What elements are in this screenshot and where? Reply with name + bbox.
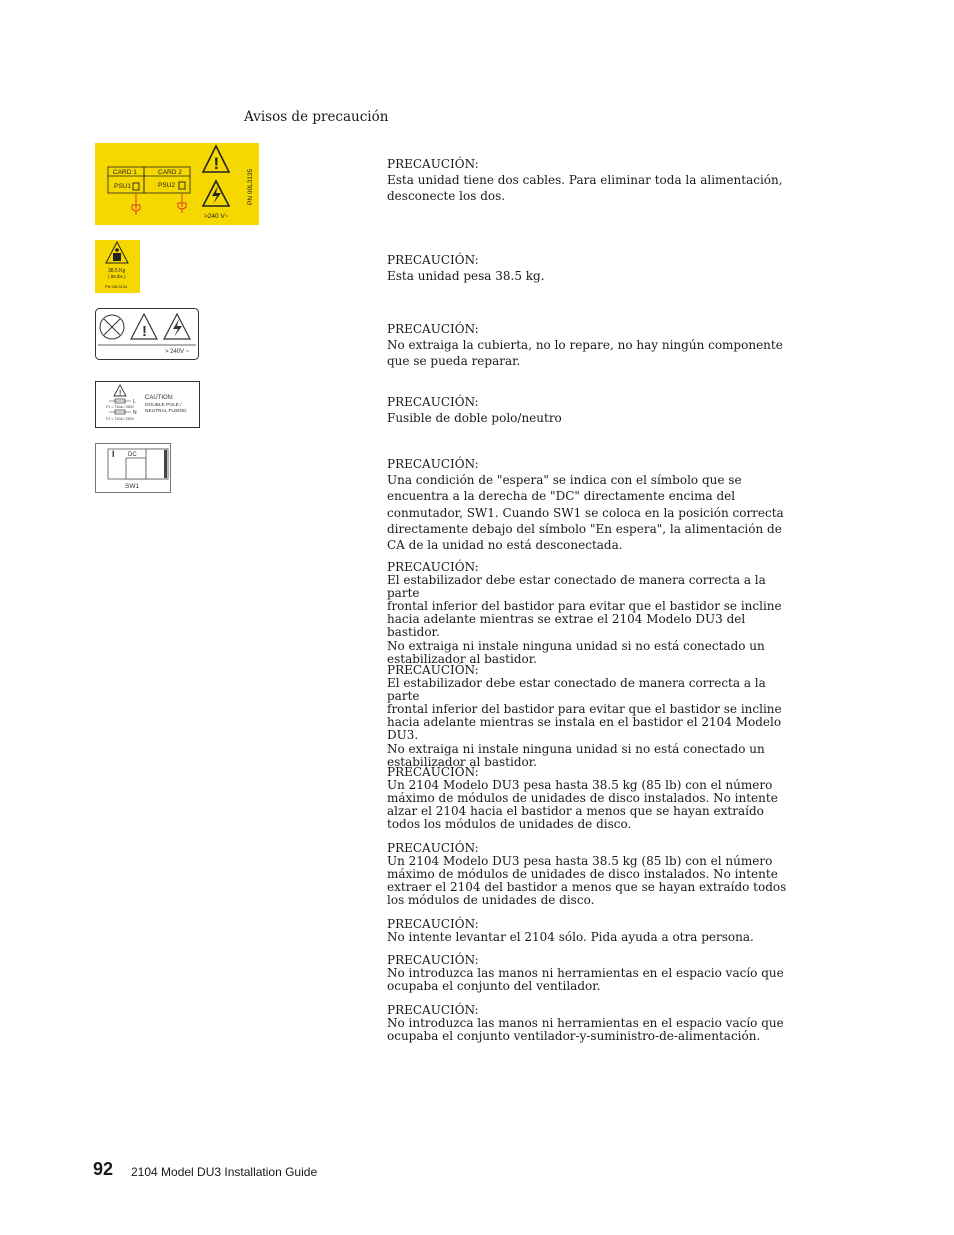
notice-two-cords: [387, 156, 797, 205]
notice-stabilizer-install: [387, 664, 797, 769]
svg-text:!: !: [142, 323, 147, 340]
notice-title: PRECAUCIÓN:: [387, 157, 479, 171]
notice-weight: [387, 252, 797, 284]
notice-title: PRECAUCIÓN:: [387, 917, 479, 931]
fuse-label: [95, 381, 200, 428]
notice-body: Una condición de "espera" se indica con el símbolo que se encuentra a la derecha de "DC" directamente encima del conmutador, SW1. Cuando SW1 se coloca en la posición correcta directamente debajo del símbolo "En espera", la alimentación de CA de la unidad no está desconectada.: [387, 473, 784, 553]
notice-title: PRECAUCIÓN:: [387, 765, 479, 779]
notice-body: No introduzca las manos ni herramientas en el espacio vacío que ocupaba el conjunto ventilador-y-suministro-de-alimentación.: [387, 1016, 784, 1044]
notice-body: El estabilizador debe estar conectado de manera correcta a la parte frontal inferior del bastidor para evitar que el bastidor se incline hacia adelante mientras se instala en el bastidor el 2104 Modelo DU3. No extraiga ni instale ninguna unidad si no está conectado un estabilizador al bastidor.: [387, 676, 782, 769]
notice-fan-power-space: [387, 1004, 797, 1043]
section-heading: Avisos de precaución: [244, 109, 389, 125]
part-number-text: PN 09L3135: [247, 168, 254, 205]
cover-voltage-text: > 240V ~: [165, 349, 190, 355]
svg-text:!: !: [119, 390, 122, 397]
weight-label: [95, 240, 140, 293]
notice-body: El estabilizador debe estar conectado de manera correcta a la parte frontal inferior del bastidor para evitar que el bastidor se incline hacia adelante mientras se extrae el 2104 Modelo DU3 del bastidor. No extraiga ni instale ninguna unidad si no está conectado un estabilizador al bastidor.: [387, 573, 782, 666]
svg-text:!: !: [213, 154, 220, 173]
switch-on-symbol: I: [112, 449, 115, 459]
switch-dc-text: DC: [128, 452, 137, 458]
dual-power-cord-label: [95, 143, 259, 225]
switch-sw1-text: SW1: [125, 483, 140, 490]
notice-body: Un 2104 Modelo DU3 pesa hasta 38.5 kg (85 lb) con el número máximo de módulos de unidades de disco instalados. No intente extraer el 2104 del bastidor a menos que se hayan extraído todos los módulos de unidades de disco.: [387, 854, 787, 908]
notice-title: PRECAUCIÓN:: [387, 841, 479, 855]
notice-lift-help: [387, 918, 797, 944]
notice-body: No intente levantar el 2104 sólo. Pida ayuda a otra persona.: [387, 930, 754, 945]
cover-warning-label: [95, 308, 199, 360]
switch-label: [95, 443, 171, 493]
page-number: 92: [93, 1159, 114, 1179]
notice-lift-into-rack: [387, 766, 797, 831]
psu1-text: PSU1: [114, 183, 131, 190]
notice-standby: [387, 456, 797, 553]
notice-remove-from-rack: [387, 842, 797, 907]
weight-lbs-text: ( 85 lbs ): [108, 274, 126, 279]
fuse-n-text: N: [133, 410, 137, 416]
person-lifting-icon: [115, 248, 119, 252]
notice-stabilizer-remove: [387, 561, 797, 666]
notice-title: PRECAUCIÓN:: [387, 953, 479, 967]
notice-body: Fusible de doble polo/neutro: [387, 411, 562, 425]
notice-title: PRECAUCIÓN:: [387, 1003, 479, 1017]
notice-body: Esta unidad pesa 38.5 kg.: [387, 269, 545, 283]
notice-title: PRECAUCIÓN:: [387, 663, 479, 677]
weight-pn-text: PN 09L3134: [105, 284, 128, 289]
card2-text: CARD 2: [158, 169, 182, 176]
notice-title: PRECAUCIÓN:: [387, 322, 479, 336]
notice-title: PRECAUCIÓN:: [387, 253, 479, 267]
notice-body: No introduzca las manos ni herramientas en el espacio vacío que ocupaba el conjunto del ventilador.: [387, 966, 784, 994]
footer-doc-title: 2104 Model DU3 Installation Guide: [131, 1165, 318, 1179]
weight-kg-text: 38.5 Kg: [108, 268, 126, 274]
fuse-l-text: L: [133, 399, 136, 405]
notice-title: PRECAUCIÓN:: [387, 560, 479, 574]
fuse-caution-text: CAUTION:: [145, 395, 174, 401]
notice-title: PRECAUCIÓN:: [387, 395, 479, 409]
notice-fan-space: [387, 954, 797, 993]
notice-title: PRECAUCIÓN:: [387, 457, 479, 471]
notice-body: Esta unidad tiene dos cables. Para eliminar toda la alimentación, desconecte los dos.: [387, 173, 783, 204]
fuse-f1-text: F1 = T10A / 250V: [106, 405, 135, 409]
notice-cover: [387, 321, 797, 370]
notice-body: No extraiga la cubierta, no lo repare, no hay ningún componente que se pueda reparar.: [387, 338, 783, 369]
fuse-line2-text: NEUTRAL FUSING: [145, 409, 187, 414]
psu2-text: PSU2: [158, 182, 175, 189]
fuse-f2-text: F2 = T10A / 250V: [106, 417, 135, 421]
voltage-text: >240 V~: [204, 213, 229, 220]
card1-text: CARD 1: [113, 169, 137, 176]
notice-fuse: [387, 394, 797, 426]
notice-body: Un 2104 Modelo DU3 pesa hasta 38.5 kg (85 lb) con el número máximo de módulos de unidades de disco instalados. No intente alzar el 2104 hacia el bastidor a menos que se hayan extraído todos los módulos de unidades de disco.: [387, 778, 778, 832]
fuse-line1-text: DOUBLE POLE /: [145, 403, 182, 408]
